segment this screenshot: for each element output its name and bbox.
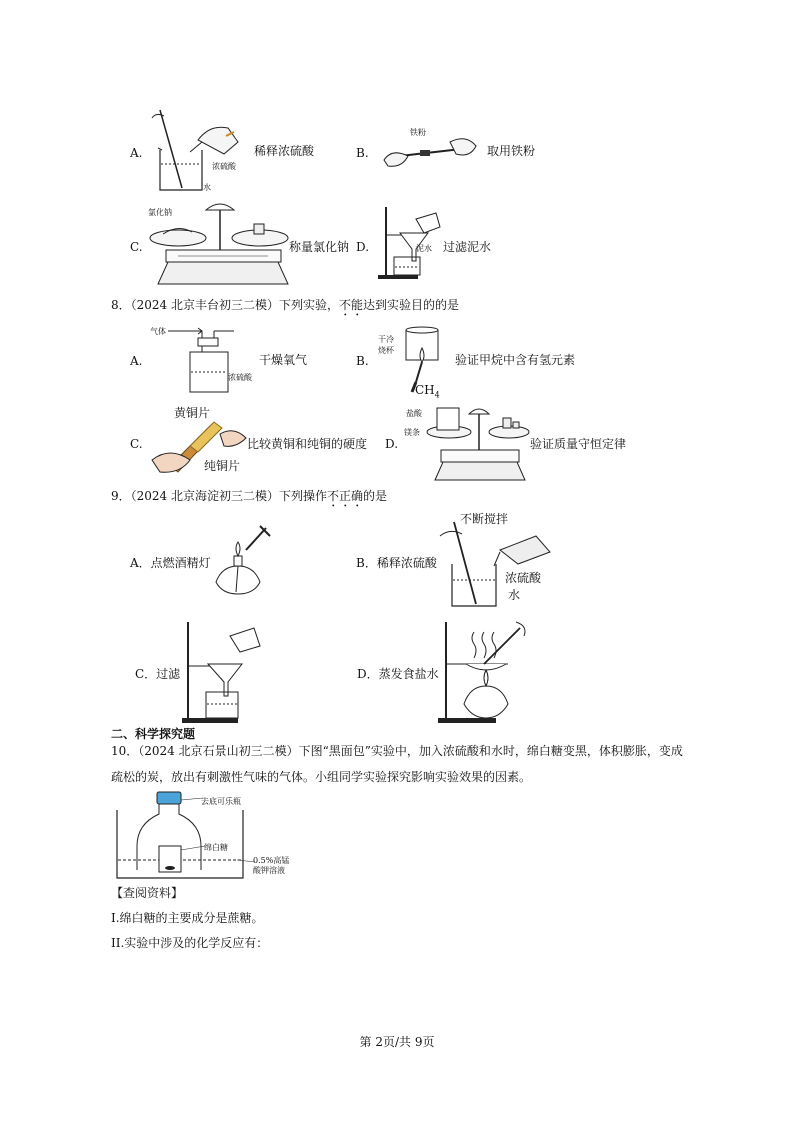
q8-b-beaker-label-2: 烧杯 <box>378 346 394 355</box>
q9-stem: 9．（2024 北京海淀初三二模）下列操作不正确的是 <box>111 489 388 503</box>
q10-stem-line2: 疏松的炭，放出有刺激性气味的气体。小组同学实验探究影响实验效果的因素。 <box>111 770 532 784</box>
q7-a-desc: 稀释浓硫酸 <box>254 144 315 158</box>
q9-d-text: D．蒸发食盐水 <box>357 667 439 681</box>
q8-b-ch4-label: $CH_4$ <box>415 383 440 400</box>
q7-a-letter: A. <box>130 146 143 160</box>
q9-d-figure <box>436 620 536 725</box>
q8-d-letter: D. <box>385 437 399 451</box>
q10-reference-1: I.绵白糖的主要成分是蔗糖。 <box>111 911 264 925</box>
q8-d-desc: 验证质量守恒定律 <box>530 437 627 451</box>
q8-c-letter: C. <box>130 437 143 451</box>
q8-a-figure <box>168 326 243 396</box>
q7-d-mud-label: 泥水 <box>416 244 432 253</box>
q8-a-gas-label: 气体 <box>150 327 166 336</box>
q9-a-figure <box>212 522 272 597</box>
q9-b-text: B．稀释浓硫酸 <box>356 556 437 570</box>
q7-c-nacl-label: 氯化钠 <box>148 208 172 217</box>
q7-d-desc: 过滤泥水 <box>443 240 492 254</box>
q9-a-text: A．点燃酒精灯 <box>130 556 211 570</box>
q9-c-text: C．过滤 <box>135 667 181 681</box>
q10-bottle-label: 去底可乐瓶 <box>201 797 241 806</box>
q10-kmno4-label-1: 0.5%高锰 <box>253 856 290 865</box>
q7-b-figure <box>380 130 480 175</box>
q8-a-desc: 干燥氧气 <box>259 353 308 367</box>
q9-b-figure <box>436 520 556 610</box>
q9-stem-emphasis: 不正确 <box>327 489 364 503</box>
q8-b-beaker-label-1: 干冷 <box>378 335 394 344</box>
q9-b-water-label: 水 <box>508 588 521 602</box>
q8-d-mg-label: 镁条 <box>404 428 420 437</box>
q7-c-desc: 称量氯化钠 <box>289 240 350 254</box>
q7-b-iron-label: 铁粉 <box>410 128 426 137</box>
section-2-title: 二、科学探究题 <box>111 727 196 741</box>
q10-sugar-label: 绵白糖 <box>204 843 228 852</box>
q7-b-desc: 取用铁粉 <box>487 144 536 158</box>
q10-stem-line1: 10．（2024 北京石景山初三二模）下图“黑面包”实验中，加入浓硫酸和水时，绵白糖变黑，体积膨胀，变成 <box>111 744 683 758</box>
q7-c-letter: C. <box>130 240 143 254</box>
q8-c-desc: 比较黄铜和纯铜的硬度 <box>247 437 368 451</box>
q8-d-hcl-label: 盐酸 <box>406 409 422 418</box>
q8-a-acid-label: 浓硫酸 <box>228 373 252 382</box>
q7-b-letter: B. <box>356 146 369 160</box>
q7-d-letter: D. <box>356 240 370 254</box>
q8-a-letter: A. <box>130 354 143 368</box>
q8-b-letter: B. <box>356 354 369 368</box>
q9-c-figure <box>180 620 270 725</box>
q8-d-figure <box>425 402 530 482</box>
q8-c-brass-label: 黄铜片 <box>174 406 211 420</box>
q8-stem: 8．（2024 北京丰台初三二模）下列实验，不能达到实验目的的是 <box>111 298 460 312</box>
q7-a-acid-label: 浓硫酸 <box>212 162 236 171</box>
q8-c-copper-label: 纯铜片 <box>204 459 241 473</box>
q8-b-desc: 验证甲烷中含有氢元素 <box>455 353 576 367</box>
q10-kmno4-label-2: 酸钾溶液 <box>253 866 285 875</box>
q7-a-water-label: 水 <box>203 183 211 192</box>
q10-reference-2: II.实验中涉及的化学反应有： <box>111 936 269 950</box>
q9-b-acid-label: 浓硫酸 <box>505 571 542 585</box>
q9-b-stir-label: 不断搅拌 <box>460 512 509 526</box>
page-footer: 第 2页/共 9页 <box>359 1035 435 1049</box>
q8-stem-emphasis: 不能 <box>339 298 364 312</box>
q7-a-figure <box>150 102 245 192</box>
q10-reference-title: 【查阅资料】 <box>111 886 184 900</box>
q7-d-figure <box>378 205 448 280</box>
